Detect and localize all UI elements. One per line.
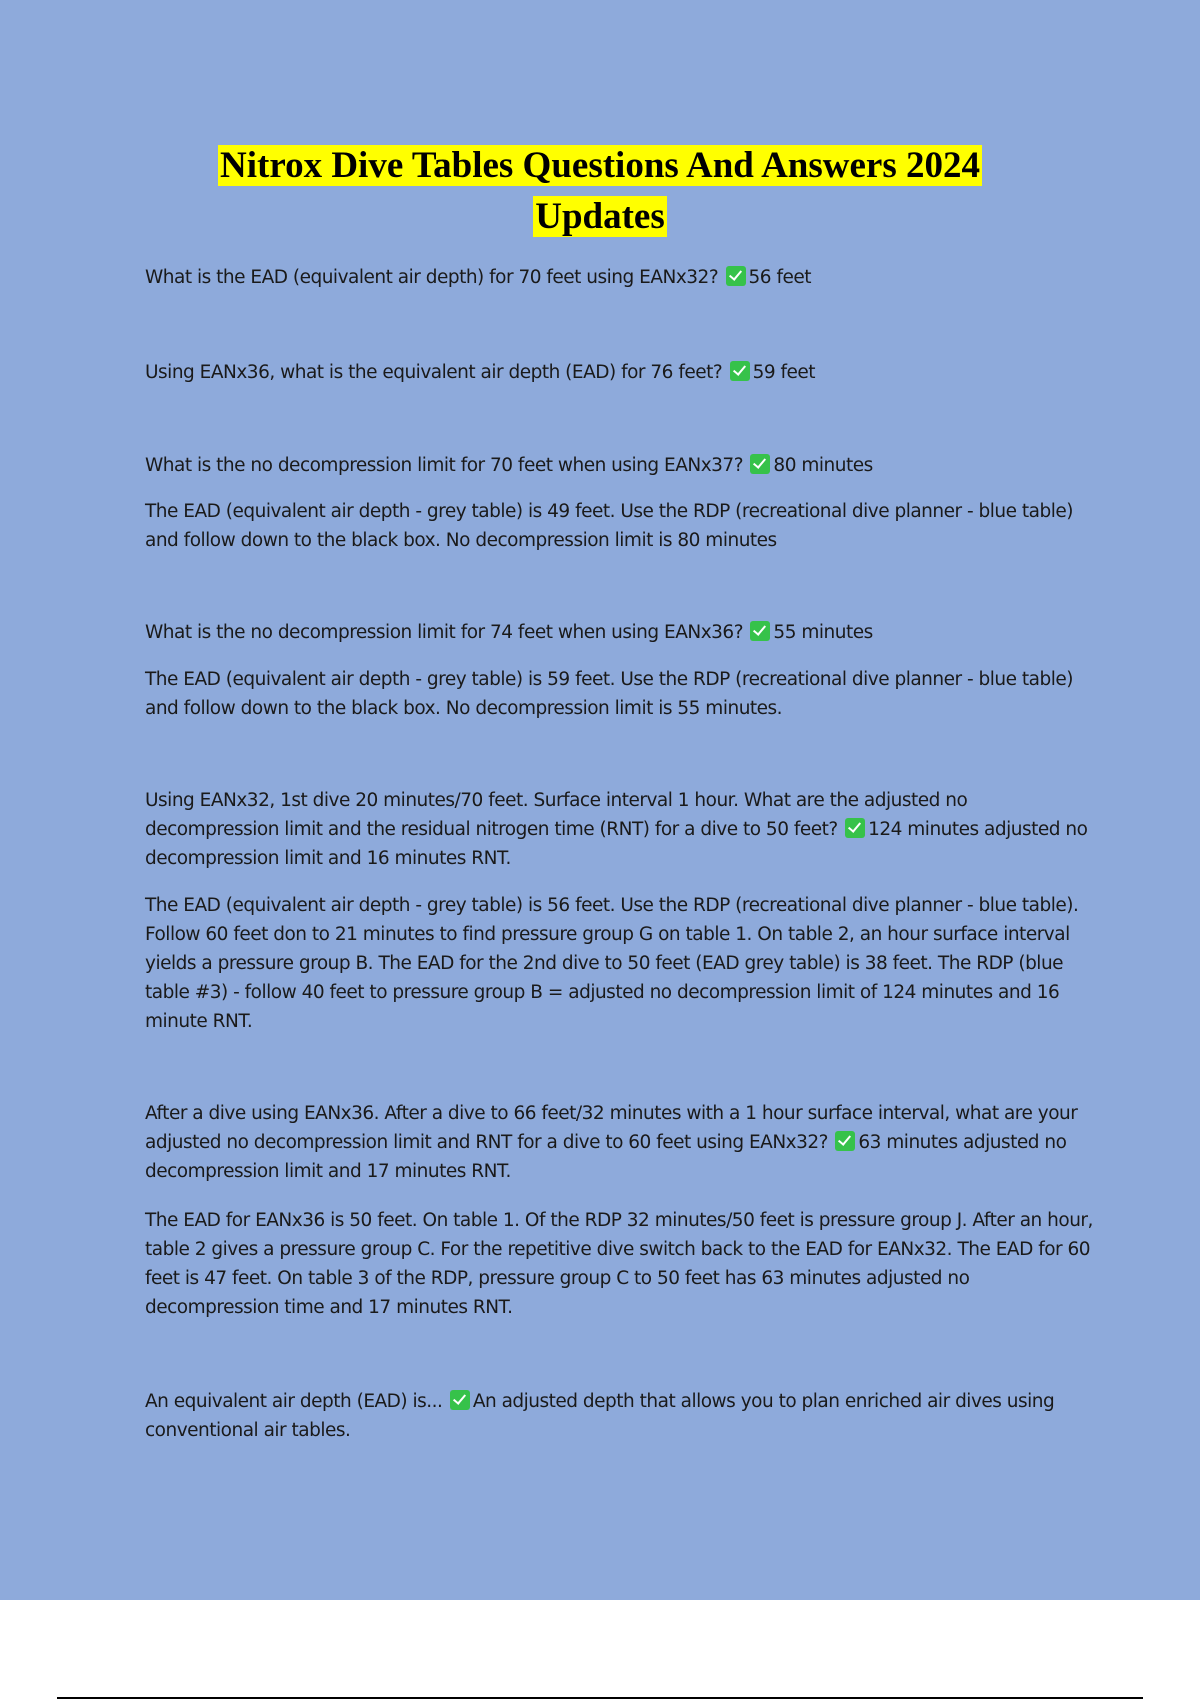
qa-question — [145, 1387, 1095, 1445]
qa-question — [145, 618, 1095, 647]
check-mark-icon — [726, 266, 746, 286]
qa-question — [145, 1099, 1095, 1186]
question-text: After a dive using EANx36. After a dive to 66 feet/32 minutes with a 1 hour surface interval, what are your adjusted no decompression limit and RNT for a dive to 60 feet using EANx32? — [145, 1103, 1078, 1153]
check-mark-icon — [835, 1131, 855, 1151]
title-line-2: Updates — [535, 196, 665, 237]
qa-explanation: The EAD for EANx36 is 50 feet. On table 1. Of the RDP 32 minutes/50 feet is pressure group J. After an hour, table 2 gives a pressure group C. For the repetitive dive switch back to the EAD for EANx32. The EAD for 60 feet is 47 feet. On table 3 of the RDP, pressure group C to 50 feet has 63 minutes adjusted no decompression time and 17 minutes RNT. — [145, 1210, 1093, 1318]
title-line-1: Nitrox Dive Tables Questions And Answers 2024 — [220, 145, 980, 186]
answer-text: 59 feet — [752, 362, 816, 383]
qa-question — [145, 451, 1095, 480]
check-mark-icon — [845, 818, 865, 838]
qa-question — [145, 358, 1095, 387]
question-text: What is the no decompression limit for 70 feet when using EANx37? — [145, 455, 744, 476]
footer-divider — [57, 1697, 1143, 1699]
answer-text: 124 minutes adjusted no decompression limit and 16 minutes RNT. — [145, 819, 1088, 869]
check-mark-icon — [730, 361, 750, 381]
answer-text: 56 feet — [748, 267, 811, 288]
document-title — [0, 140, 1200, 242]
answer-text: 63 minutes adjusted no decompression limit and 17 minutes RNT. — [145, 1132, 1067, 1182]
check-mark-icon — [750, 621, 770, 641]
question-text: An equivalent air depth (EAD) is... — [145, 1391, 443, 1412]
check-mark-icon — [750, 454, 770, 474]
answer-text: An adjusted depth that allows you to plan enriched air dives using conventional air tables. — [145, 1391, 1055, 1441]
check-mark-icon — [450, 1390, 470, 1410]
qa-explanation: The EAD (equivalent air depth - grey table) is 49 feet. Use the RDP (recreational dive planner - blue table) and follow down to the black box. No decompression limit is 80 minutes — [145, 501, 1073, 551]
answer-text: 55 minutes — [773, 622, 873, 643]
question-text: Using EANx36, what is the equivalent air depth (EAD) for 76 feet? — [145, 362, 723, 383]
question-text: What is the no decompression limit for 74 feet when using EANx36? — [145, 622, 744, 643]
qa-question — [145, 263, 1095, 292]
question-text: What is the EAD (equivalent air depth) for 70 feet using EANx32? — [145, 267, 719, 288]
qa-question — [145, 786, 1095, 873]
qa-explanation: The EAD (equivalent air depth - grey table) is 59 feet. Use the RDP (recreational dive planner - blue table) and follow down to the black box. No decompression limit is 55 minutes. — [145, 669, 1073, 719]
qa-explanation: The EAD (equivalent air depth - grey table) is 56 feet. Use the RDP (recreational dive planner - blue table). Follow 60 feet don to 21 minutes to find pressure group G on table 1. On table 2, an hour surface interval yields a pressure group B. The EAD for the 2nd dive to 50 feet (EAD grey table) is 38 feet. The RDP (blue table #3) - follow 40 feet to pressure group B = adjusted no decompression limit of 124 minutes and 16 minute RNT. — [145, 895, 1079, 1032]
question-text: Using EANx32, 1st dive 20 minutes/70 feet. Surface interval 1 hour. What are the adjusted no decompression limit and the residual nitrogen time (RNT) for a dive to 50 feet? — [145, 790, 968, 840]
answer-text: 80 minutes — [773, 455, 873, 476]
